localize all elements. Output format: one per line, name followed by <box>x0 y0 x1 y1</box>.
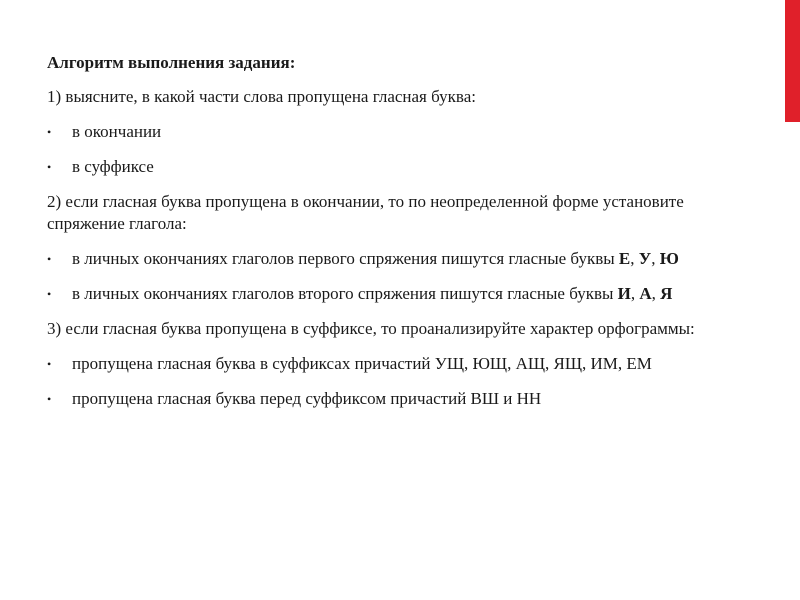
letter: Ю <box>659 249 679 268</box>
slide-title: Алгоритм выполнения задания: <box>47 53 296 72</box>
list-item <box>47 248 747 270</box>
letter: У <box>638 249 652 268</box>
bullet-text: в суффиксе <box>72 157 154 176</box>
bullet-text: пропущена гласная буква в суффиксах причастий УЩ, ЮЩ, АЩ, ЯЩ, ИМ, ЕМ <box>72 354 652 373</box>
letter: А <box>639 284 652 303</box>
bullet-icon: • <box>47 252 52 266</box>
list-item <box>47 156 747 178</box>
step-3: 3) если гласная буква пропущена в суффиксе, то проанализируйте характер орфограммы: <box>47 319 695 338</box>
separator: , <box>630 284 640 303</box>
letter: Е <box>618 249 631 268</box>
bullet-text: в окончании <box>72 122 162 141</box>
bullet-text-main: в личных окончаниях глаголов первого спряжения пишутся гласные буквы <box>72 249 619 268</box>
letter: Я <box>660 284 673 303</box>
bullet-text: пропущена гласная буква перед суффиксом причастий ВШ и НН <box>72 389 542 408</box>
bullet-text-main: в личных окончаниях глаголов второго спряжения пишутся гласные буквы <box>72 284 618 303</box>
separator: , <box>651 249 660 268</box>
separator: , <box>630 249 639 268</box>
separator: , <box>651 284 661 303</box>
bullet-icon: • <box>47 392 52 406</box>
list-item <box>47 283 747 305</box>
list-item <box>47 121 747 143</box>
bullet-icon: • <box>47 287 52 301</box>
list-item <box>47 353 747 375</box>
letter: И <box>617 284 631 303</box>
bullet-text <box>72 284 672 303</box>
bullet-icon: • <box>47 357 52 371</box>
slide-content <box>47 52 747 423</box>
accent-bar <box>785 0 800 122</box>
step-1: 1) выясните, в какой части слова пропущена гласная буква: <box>47 87 476 106</box>
bullet-icon: • <box>47 160 52 174</box>
bullet-icon: • <box>47 125 52 139</box>
list-item <box>47 388 747 410</box>
bullet-text <box>72 249 679 268</box>
step-2: 2) если гласная буква пропущена в окончании, то по неопределенной форме установите спряжение глагола: <box>47 192 684 233</box>
